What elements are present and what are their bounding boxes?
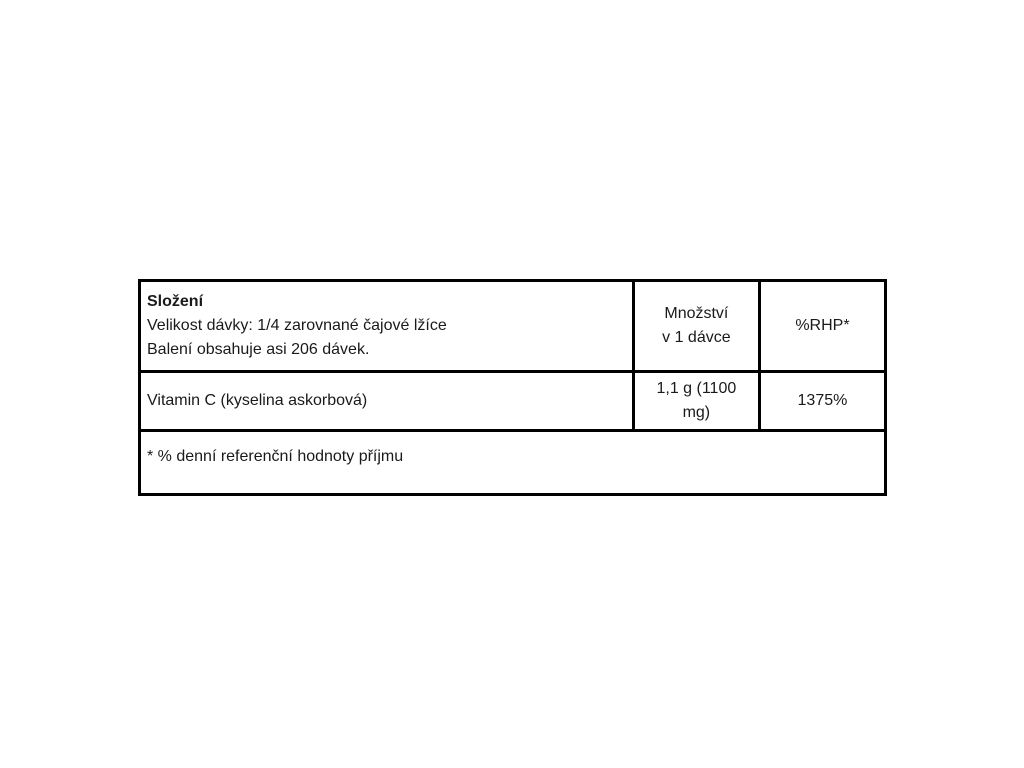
footnote-cell — [140, 431, 886, 495]
composition-header-cell — [140, 281, 634, 372]
footnote-text: * % denní referenční hodnoty příjmu — [147, 448, 404, 465]
nutrient-name: Vitamin C (kyselina askorbová) — [147, 392, 368, 409]
amount-header-line1: Množství — [664, 305, 729, 322]
composition-title: Složení — [147, 293, 204, 310]
nutrient-rhp-value: 1375% — [797, 392, 848, 409]
serving-size-text: Velikost dávky: 1/4 zarovnané čajové lžíce — [147, 317, 447, 334]
footnote-row — [140, 431, 886, 495]
nutrient-amount-line1: 1,1 g (1100 — [656, 380, 737, 397]
nutrient-name-cell — [140, 372, 634, 431]
table-header-row — [140, 281, 886, 372]
amount-header-line2: v 1 dávce — [662, 329, 731, 346]
nutrient-rhp-cell — [759, 372, 885, 431]
amount-header-cell — [633, 281, 759, 372]
rhp-header-cell — [759, 281, 885, 372]
servings-per-pack-text: Balení obsahuje asi 206 dávek. — [147, 341, 370, 358]
nutrient-amount-cell — [633, 372, 759, 431]
nutrition-table — [138, 279, 887, 496]
rhp-header-label: %RHP* — [795, 317, 850, 334]
table-row — [140, 372, 886, 431]
nutrient-amount-line2: mg) — [682, 404, 711, 421]
